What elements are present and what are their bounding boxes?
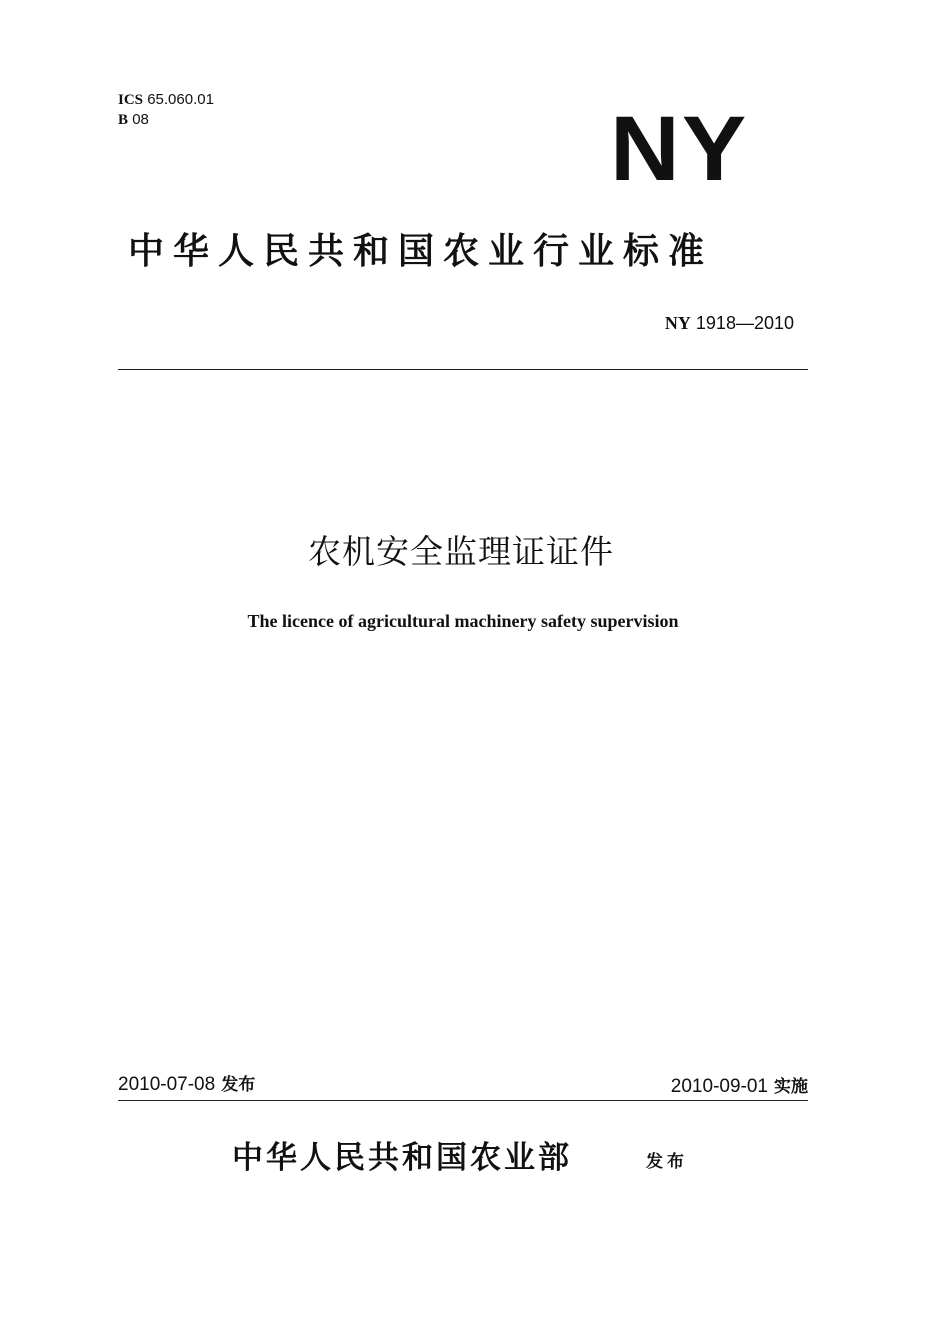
issue-date-label: 发布	[221, 1075, 256, 1095]
implementation-date	[671, 1074, 808, 1100]
publisher-action: 发布	[646, 1152, 688, 1172]
ny-logo: NY	[610, 98, 749, 200]
ics-value: 65.060.01	[147, 91, 214, 108]
standard-type-heading: 中华人民共和国农业行业标准	[128, 231, 714, 272]
implementation-date-label: 实施	[774, 1077, 808, 1097]
issue-date	[118, 1072, 255, 1098]
standard-number-prefix: NY	[664, 313, 691, 333]
ics-code-line	[118, 90, 214, 110]
top-divider	[118, 369, 808, 370]
issue-date-value: 2010-07-08	[118, 1074, 216, 1095]
bottom-divider	[118, 1100, 808, 1101]
ccs-code-line	[118, 110, 214, 130]
publisher-name: 中华人民共和国农业部	[232, 1140, 572, 1176]
ccs-label: B	[118, 112, 129, 128]
standard-number-value: 1918—2010	[695, 313, 794, 333]
implementation-date-value: 2010-09-01	[670, 1076, 768, 1097]
ccs-value: 08	[132, 111, 149, 128]
document-title-english: The licence of agricultural machinery safety supervision	[247, 611, 679, 631]
ics-label: ICS	[118, 92, 144, 108]
standard-number	[665, 311, 794, 335]
classification-codes	[118, 90, 214, 130]
document-title-chinese: 农机安全监理证证件	[308, 532, 614, 571]
